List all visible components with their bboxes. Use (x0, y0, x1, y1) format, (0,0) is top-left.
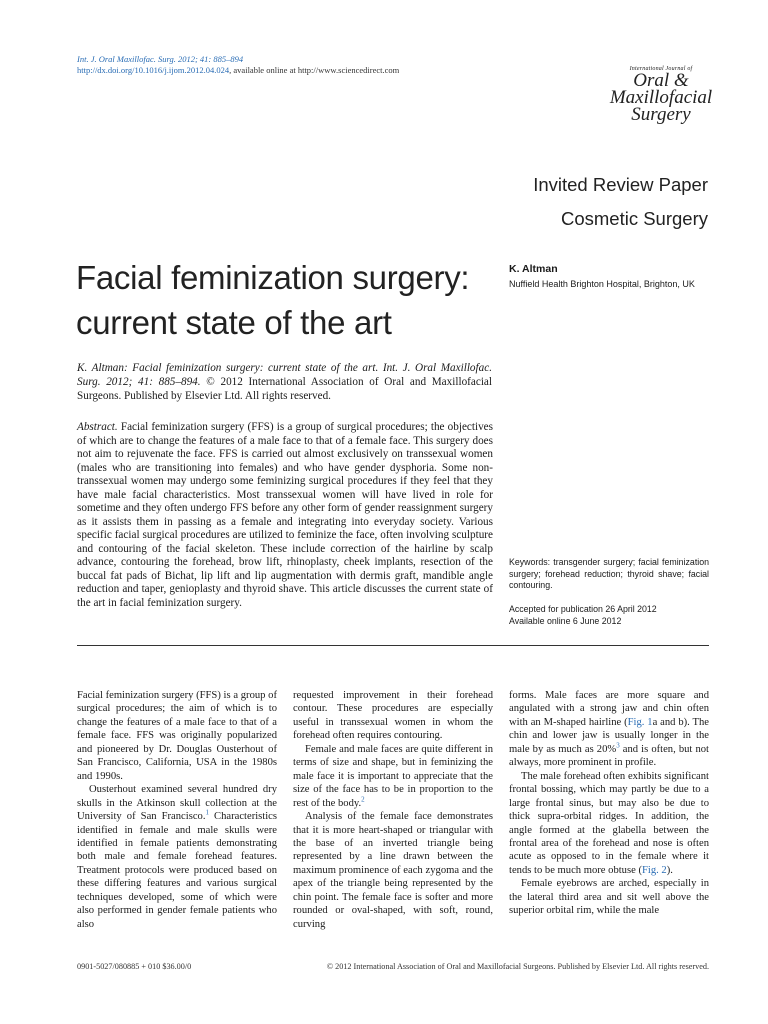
paragraph-text: Characteristics identified in female and male skulls were identified in female patients demonstrating both male and female forehead features. Treatment protocols were produced based on these differing features and various surgical techniques developed, some of which were also performed in gender female patients who also (77, 811, 277, 930)
logo-small-text: International Journal of (629, 66, 693, 72)
accepted-date: Accepted for publication 26 April 2012 (509, 604, 657, 614)
keywords: Keywords: transgender surgery; facial feminization surgery; forehead reduction; thyroid shave; facial contouring. (509, 557, 709, 590)
paragraph: requested improvement in their forehead contour. These procedures are especially useful in transsexual women in whom the forehead often requires contouring. (293, 690, 493, 742)
availability-text: , available online at http://www.sciencedirect.com (229, 65, 400, 75)
figure-2-link[interactable]: Fig. 2 (641, 864, 667, 876)
article-title (76, 255, 476, 345)
paragraph (509, 689, 709, 770)
paper-type-line-2: Cosmetic Surgery (560, 208, 708, 229)
paragraph (293, 743, 493, 810)
logo-line-2: Maxillofacial (609, 87, 713, 108)
paper-type-line-1: Invited Review Paper (533, 174, 708, 195)
paragraph (77, 783, 277, 931)
logo-line-3: Surgery (631, 104, 691, 125)
reference-link[interactable]: 3 (616, 741, 620, 750)
footer-code: 0901-5027/080885 + 010 $36.00/0 (77, 962, 192, 971)
paragraph-text: Female and male faces are quite different in terms of size and shape, but in feminizing the male face it is important to appreciate that the size of the face has to be in proportion to the rest of the body. (293, 743, 493, 809)
online-date: Available online 6 June 2012 (509, 615, 622, 626)
paragraph-text: Ousterhout examined several hundred dry skulls in the Atkinson skull collection at the University of San Francisco. (77, 784, 277, 823)
section-divider (77, 645, 709, 646)
page-footer (77, 962, 709, 971)
footer-copyright: © 2012 International Association of Oral and Maxillofacial Surgeons. Published by Elsevier Ltd. All rights reserved. (326, 962, 709, 971)
abstract (77, 421, 493, 610)
paragraph (509, 770, 709, 878)
paragraph-text: ). (666, 864, 673, 876)
logo-line-1: Oral & (633, 70, 689, 91)
paragraph: Analysis of the female face demonstrates that it is more heart-shaped or triangular with the base of an inverted triangle being represented by a line drawn between the maximum prominence of each zygoma and the apex of the triangle being represented by the chin point. The female face is softer and more rounded or oval-shaped, with soft, round, curving (293, 811, 493, 930)
journal-citation (77, 54, 399, 76)
paragraph-text: and is often, but not always, more prominent in profile. (509, 743, 709, 769)
paragraph-text: a and b). The chin and lower jaw is usually longer in the male by as much as 20% (509, 716, 709, 755)
paragraph-text: forms. Male faces are more square and angulated with a strong jaw and chin often with an M-shaped hairline ( (509, 690, 709, 728)
paragraph: Facial feminization surgery (FFS) is a group of surgical procedures; the aim of which is to change the features of a male face to that of a female face. FFS was originally popularized and pioneered by Dr. Douglas Ousterhout of San Francisco, California, USA in the 1980s and 1990s. (77, 690, 277, 782)
citation-reference: K. Altman: Facial feminization surgery: current state of the art. Int. J. Oral Maxillofac. Surg. 2012; 41: 885–894. (77, 362, 492, 389)
journal-reference: Int. J. Oral Maxillofac. Surg. 2012; 41: 885–894 (77, 54, 244, 64)
figure-1-link[interactable]: Fig. 1 (627, 716, 653, 728)
reference-link[interactable]: 1 (205, 808, 209, 817)
paragraph: Female eyebrows are arched, especially in the lateral third area and sit well above the superior orbital rim, while the male (509, 878, 709, 917)
reference-link[interactable]: 2 (361, 795, 365, 804)
abstract-text: Facial feminization surgery (FFS) is a group of surgical procedures; the objectives of which are to change the features of a male face to that of a female face. This surgery does not aim to rejuvenate the face. FFS is carried out almost exclusively on transsexual women (males who are transitioning into females) and who have gender dysphoria. Some non-transsexual women may undergo some feminizing surgical procedures if they feel that they have male facial characteristics. Most transsexual women will have lived in role for sometime and they often undergo FFS before any other form of gender reassignment surgery as it assists them in passing as a female and integrating into everyday society. Various specific facial surgical procedures are utilized to feminize the face, often involving sculpture and contouring of the facial skeleton. These include correction of the hairline by scalp advance, contouring the forehead, brow lift, rhinoplasty, cheek implants, resection of the buccal fat pads of Bichat, lip lift and lip augmentation with dermis graft, mandible angle reduction and taper, genioplasty and thyroid shave. This article discusses the current state of the art in facial feminization surgery. (77, 421, 493, 609)
publication-dates (509, 604, 657, 627)
author-name: K. Altman (509, 263, 558, 275)
author-affiliation: Nuffield Health Brighton Hospital, Brighton, UK (509, 279, 695, 289)
title-line-1: Facial feminization surgery: (76, 259, 470, 296)
paper-type (533, 168, 708, 236)
body-column-1 (77, 689, 277, 931)
paragraph-text: The male forehead often exhibits significant frontal bossing, which may partly be due to a large frontal sinus, but may also be due to thick supra-orbital ridges. In addition, the angle formed at the glabella between the frontal area of the forehead and nose is often acute as opposed to in the female where it tends to be much more obtuse ( (509, 770, 709, 876)
abstract-label: Abstract. (77, 421, 118, 433)
body-column-3 (509, 689, 709, 918)
citation-copyright: © 2012 International Association of Oral and Maxillofacial Surgeons. Published by Elsevier Ltd. All rights reserved. (77, 376, 492, 403)
journal-logo (596, 66, 726, 123)
body-column-2 (293, 689, 493, 931)
article-citation (77, 361, 492, 404)
doi-link[interactable]: http://dx.doi.org/10.1016/j.ijom.2012.04.024 (77, 65, 230, 75)
title-line-2: current state of the art (76, 304, 392, 341)
